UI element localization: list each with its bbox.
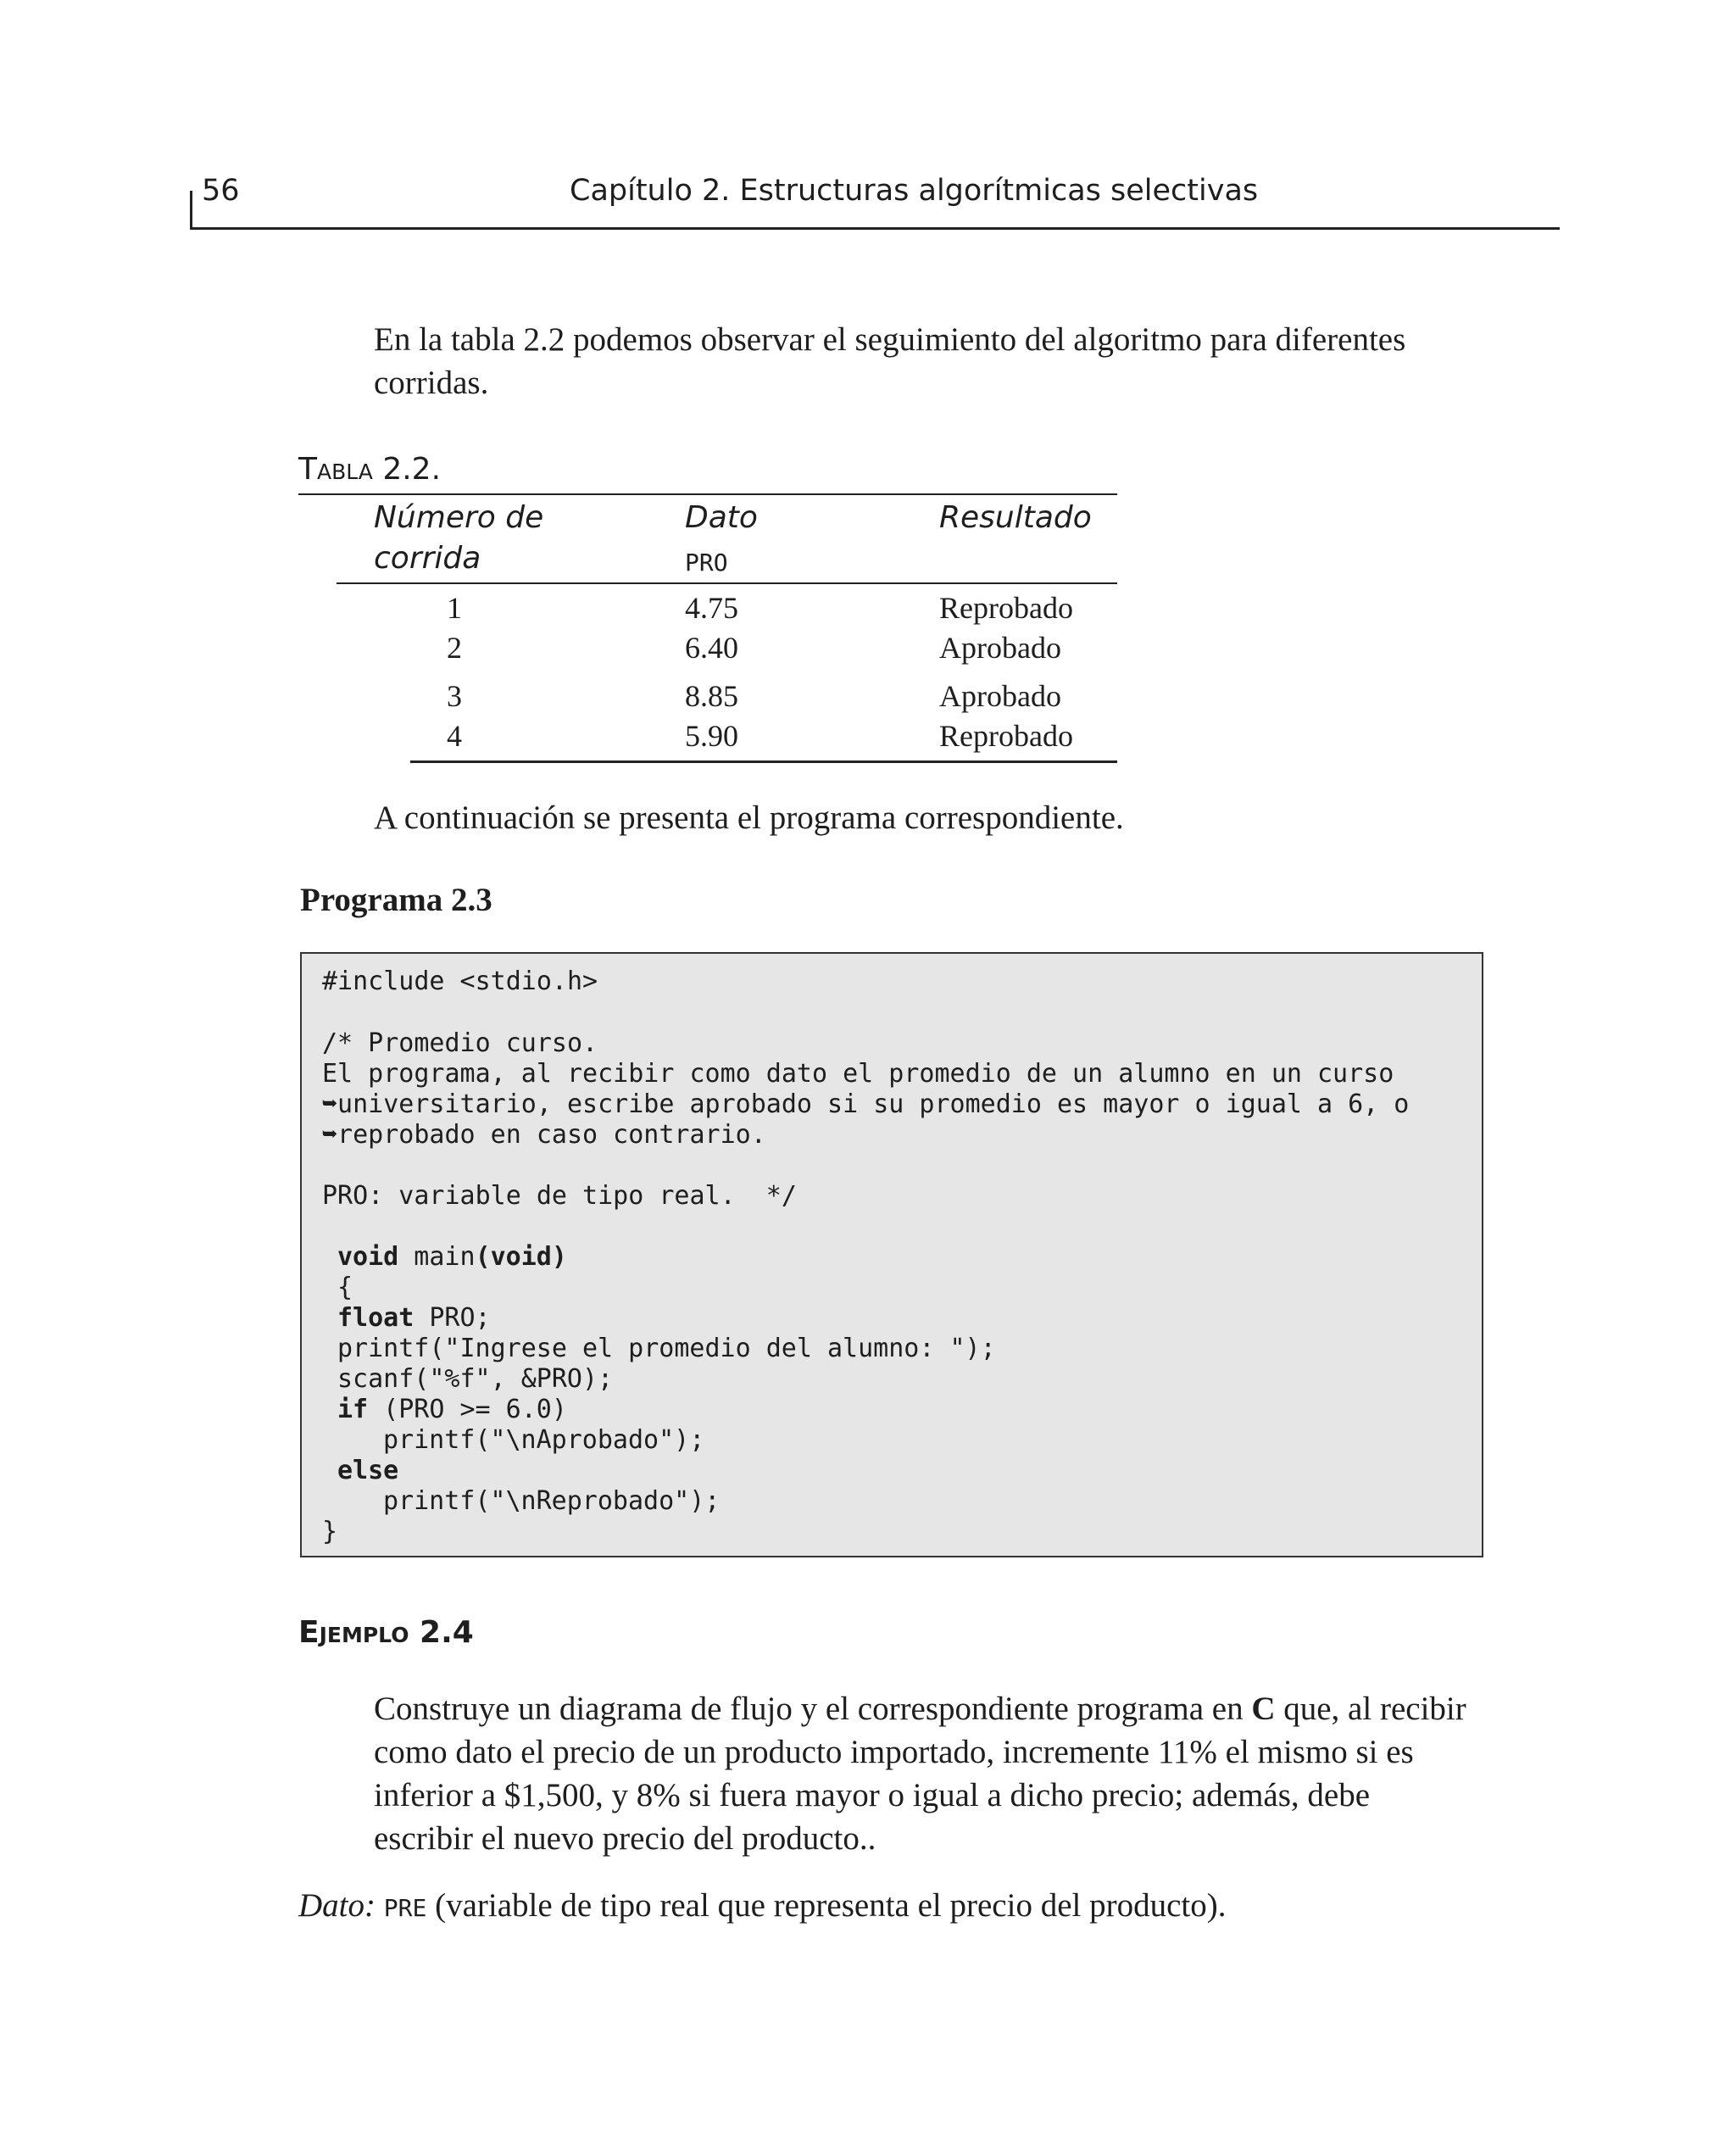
table-cell-run: 3 xyxy=(447,679,462,713)
example-line-3: inferior a $1,500, y 8% si fuera mayor o igual a dicho precio; además, debe xyxy=(374,1777,1371,1813)
code-line: { xyxy=(337,1273,353,1302)
table-caption-prefix: Tabla xyxy=(298,452,373,487)
code-text: main xyxy=(398,1242,476,1272)
code-keyword: if xyxy=(337,1395,369,1424)
code-line xyxy=(337,1242,567,1272)
table-header-run-line2: corrida xyxy=(374,541,481,576)
table-cell-result: Aprobado xyxy=(939,679,1061,713)
example-title-number: 2.4 xyxy=(420,1615,474,1650)
dato-label: Dato: xyxy=(298,1887,376,1924)
table-cell-dato: 6.40 xyxy=(685,631,738,665)
table-cell-run: 4 xyxy=(447,719,462,753)
table-cell-dato: 8.85 xyxy=(685,679,738,713)
code-line: PRO: variable de tipo real. */ xyxy=(322,1181,797,1211)
table-header-pro: PRO xyxy=(685,549,728,577)
code-line: ➥reprobado en caso contrario. xyxy=(322,1120,766,1150)
example-emphasis: C xyxy=(1251,1691,1276,1727)
code-line xyxy=(337,1395,567,1424)
table-cell-result: Reprobado xyxy=(939,719,1073,753)
example-title-prefix: Ejemplo xyxy=(298,1615,409,1650)
code-keyword: (void) xyxy=(475,1242,567,1272)
intro-line-2: corridas. xyxy=(374,365,489,401)
code-text: (PRO >= 6.0) xyxy=(368,1395,567,1424)
code-text: PRO; xyxy=(414,1303,491,1333)
code-line: #include <stdio.h> xyxy=(322,967,598,996)
intro-line-1: En la tabla 2.2 podemos observar el seguimiento del algoritmo para diferentes xyxy=(374,321,1406,358)
table-cell-result: Reprobado xyxy=(939,591,1073,625)
after-table-text: A continuación se presenta el programa correspondiente. xyxy=(374,799,1124,836)
dato-variable: PRE xyxy=(383,1894,427,1922)
example-line-4: escribir el nuevo precio del producto.. xyxy=(374,1820,876,1857)
program-title: Programa 2.3 xyxy=(300,882,492,918)
table-header-resultado: Resultado xyxy=(939,500,1092,535)
table-cell-run: 1 xyxy=(447,591,462,625)
code-line: printf("Ingrese el promedio del alumno: "); xyxy=(337,1334,996,1363)
table-cell-result: Aprobado xyxy=(939,631,1061,665)
dato-line xyxy=(298,1886,1226,1925)
chapter-title: Capítulo 2. Estructuras algorítmicas selectivas xyxy=(570,174,1259,208)
code-line: scanf("%f", &PRO); xyxy=(337,1364,614,1394)
code-listing xyxy=(300,952,1483,1557)
example-title xyxy=(298,1615,474,1650)
example-line-2: como dato el precio de un producto importado, incremente 11% el mismo si es xyxy=(374,1734,1414,1770)
code-line: printf("\nReprobado"); xyxy=(383,1486,721,1516)
code-keyword: void xyxy=(337,1242,399,1272)
table-header-run-line1: Número de xyxy=(374,500,544,535)
table-caption-number: 2.2. xyxy=(382,452,442,487)
table-cell-dato: 5.90 xyxy=(685,719,738,753)
header-rule xyxy=(190,227,1560,230)
table-header-rule xyxy=(337,582,1117,584)
table-cell-dato: 4.75 xyxy=(685,591,738,625)
example-text: Construye un diagrama de flujo y el correspondiente programa en xyxy=(374,1691,1252,1727)
code-line: /* Promedio curso. xyxy=(322,1028,598,1058)
code-keyword: float xyxy=(337,1303,415,1333)
code-line: printf("\nAprobado"); xyxy=(383,1425,705,1455)
running-header xyxy=(190,174,1560,228)
header-vertical-rule xyxy=(190,191,192,230)
code-keyword-line: else xyxy=(337,1456,399,1485)
table-bottom-rule xyxy=(410,760,1117,763)
page-number: 56 xyxy=(202,174,240,208)
code-line: } xyxy=(322,1517,338,1546)
code-line: ➥universitario, escribe aprobado si su promedio es mayor o igual a 6, o xyxy=(322,1089,1410,1119)
table-header-dato: Dato xyxy=(685,500,758,535)
dato-description: (variable de tipo real que representa el precio del producto). xyxy=(426,1887,1227,1924)
code-line xyxy=(337,1303,491,1333)
table-caption xyxy=(298,452,441,487)
example-text: que, al recibir xyxy=(1275,1691,1466,1727)
code-line: El programa, al recibir como dato el promedio de un alumno en un curso xyxy=(322,1059,1394,1089)
table-top-rule xyxy=(298,493,1117,495)
table-cell-run: 2 xyxy=(447,631,462,665)
example-line-1 xyxy=(374,1687,1466,1730)
